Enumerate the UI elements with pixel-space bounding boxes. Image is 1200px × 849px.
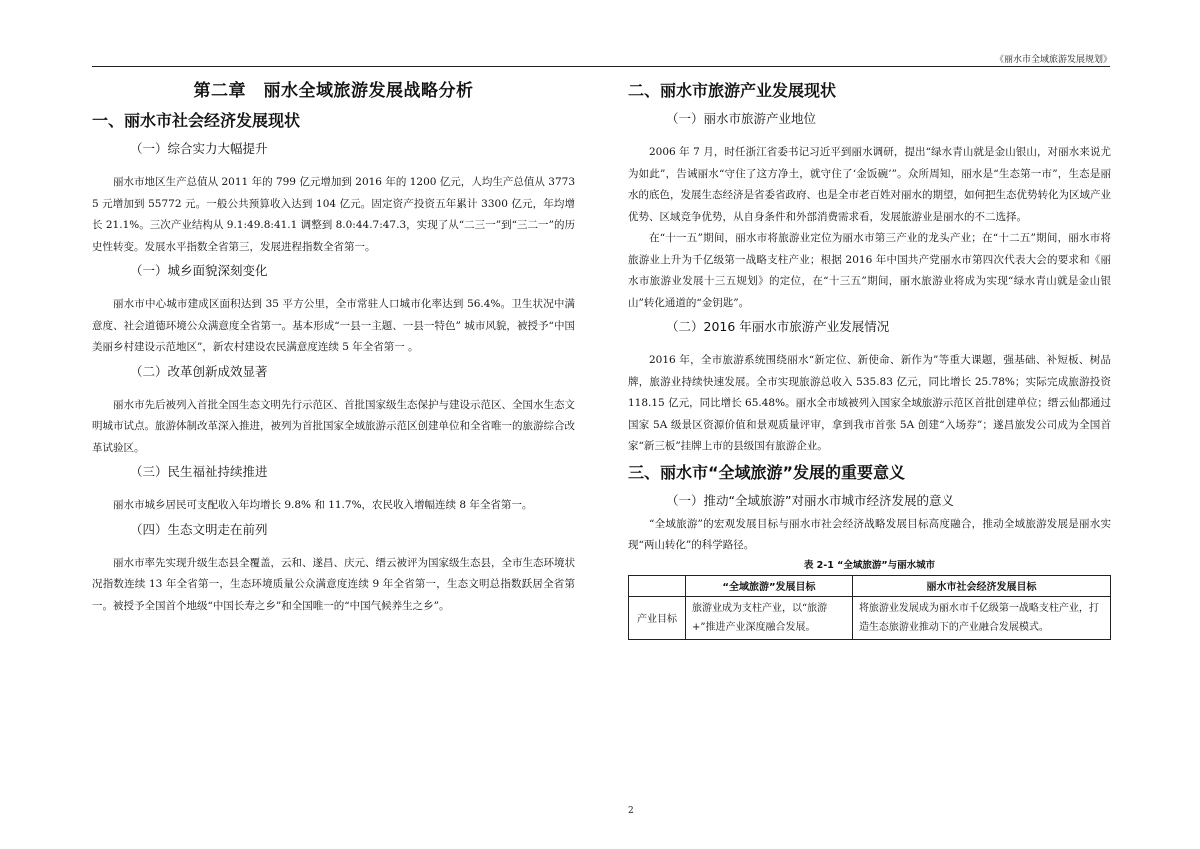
table-header-row (629, 575, 1111, 596)
paragraph: 丽水市中心城市建成区面积达到 35 平方公里，全市常驻人口城市化率达到 56.4%。卫生状况中满意度、社会道德环境公众满意度全省第一。基本形成“一县一主题、一县一特色” 城市风貌，被授予“中国美丽乡村建设示范地区”，新农村建设农民满意度连续 5 年全省第一 。 (92, 298, 575, 353)
paragraph: 2016 年，全市旅游系统围绕丽水“新定位、新使命、新作为”等重大课题，强基础、补短板、树品牌，旅游业持续快速发展。全市实现旅游总收入 535.83 亿元，同比增长 25.78%；实际完成旅游投资 118.15 亿元，同比增长 65.48%。丽水全市域被列入国家全域旅游示范区首批创建单位；缙云仙都通过国家 5A 级景区资源价值和景观质量评审，拿到我市首张 5A 创建“入场券”；遂昌旅发公司成为全国首家“新三板”挂牌上市的县级国有旅游企业。 (628, 354, 1111, 452)
subsection-heading: （二）2016 年丽水市旅游产业发展情况 (666, 319, 890, 334)
subsection-heading: （一）综合实力大幅提升 (130, 141, 268, 156)
chapter-title: 第二章 丽水全域旅游发展战略分析 (193, 81, 474, 101)
subsection-heading: （三）民生福祉持续推进 (130, 464, 268, 479)
document-title: 《丽水市全域旅游发展规划》 (994, 55, 1112, 65)
table-column-header: 丽水市社会经济发展目标 (852, 575, 1110, 596)
paragraph: “全域旅游”的宏观发展目标与丽水市社会经济战略发展目标高度融合，推动全域旅游发展是丽水实现“两山转化”的科学路径。 (628, 517, 1111, 551)
table-cell: 旅游业成为支柱产业，以“旅游+”推进产业深度融合发展。 (686, 596, 853, 639)
right-column (628, 76, 1111, 640)
subsection-heading: （二）改革创新成效显著 (130, 363, 268, 379)
paragraph: 2006 年 7 月，时任浙江省委书记习近平到丽水调研，提出“绿水青山就是金山银山，对丽水来说尤为如此”，告诫丽水“守住了这方净土，就守住了‘金饭碗’”。众所周知，丽水是“生态第一市”，生态是丽水的底色，发展生态经济是省委省政府、也是全市老百姓对丽水的期望，如何把生态优势转化为区域产业优势、区域竞争优势，从自身条件和外部消费需求看，发展旅游业是丽水的不二选择。 (628, 146, 1111, 223)
subsection-heading: （一）城乡面貌深刻变化 (130, 263, 268, 278)
paragraph: 丽水市地区生产总值从 2011 年的 799 亿元增加到 2016 年的 1200 亿元，人均生产总值从 37735 元增加到 55772 元。一般公共预算收入达到 104 亿元。固定资产投资五年累计 3300 亿元，年均增长 21.1%。三次产业结构从 9.1:49.8:41.1 调整到 8.0:44.7:47.3，实现了从“二三一”到“三二一”的历史性转变。发展水平指数全省第三，发展进程指数全省第一。 (92, 176, 575, 253)
paragraph: 在“十一五”期间，丽水市将旅游业定位为丽水市第三产业的龙头产业；在“十二五”期间，丽水市将旅游业上升为千亿级第一战略支柱产业；根据 2016 年中国共产党丽水市第四次代表大会的要求和《丽水市旅游业发展十三五规划》的定位，在“十三五”期间，丽水旅游业将成为实现“绿水青山就是金山银山”转化通道的“金钥匙”。 (628, 232, 1111, 309)
paragraph: 丽水市率先实现升级生态县全覆盖，云和、遂昌、庆元、缙云被评为国家级生态县，全市生态环境状况指数连续 13 年全省第一，生态环境质量公众满意度连续 9 年全省第一，生态文明总指数跃居全省第一。被授予全国首个地级“中国长寿之乡”和全国唯一的“中国气候养生之乡”。 (92, 556, 575, 612)
subsection-heading: （四）生态文明走在前列 (130, 521, 268, 537)
subsection-heading: （一）丽水市旅游产业地位 (666, 111, 817, 126)
table-column-header: “全域旅游”发展目标 (686, 575, 853, 596)
left-column (92, 76, 575, 617)
table-caption: 表 2-1 “全域旅游”与丽水城市 (803, 559, 936, 571)
section-heading-1: 一、丽水市社会经济发展现状 (92, 111, 301, 130)
paragraph: 丽水市城乡居民可支配收入年均增长 9.8% 和 11.7%，农民收入增幅连续 8 年全省第一。 (113, 499, 533, 511)
table-row-header: 产业目标 (629, 596, 686, 639)
table-row (629, 596, 1111, 639)
section-heading-2: 二、丽水市旅游产业发展现状 (628, 81, 837, 100)
header-rule (92, 66, 1110, 67)
paragraph: 丽水市先后被列入首批全国生态文明先行示范区、首批国家级生态保护与建设示范区、全国水生态文明城市试点。旅游体制改革深入推进，被列为首批国家全域旅游示范区创建单位和全省唯一的旅游综合改革试验区。 (92, 398, 575, 454)
subsection-heading: （一）推动“全域旅游”对丽水市城市经济发展的意义 (666, 492, 954, 508)
table-cell: 将旅游业发展成为丽水市千亿级第一战略支柱产业，打造生态旅游业推动下的产业融合发展模式。 (852, 596, 1110, 639)
page-number: 2 (628, 806, 634, 816)
table-corner-cell (629, 575, 686, 596)
section-heading-3: 三、丽水市“全域旅游”发展的重要意义 (628, 462, 906, 482)
goals-table (628, 575, 1111, 640)
